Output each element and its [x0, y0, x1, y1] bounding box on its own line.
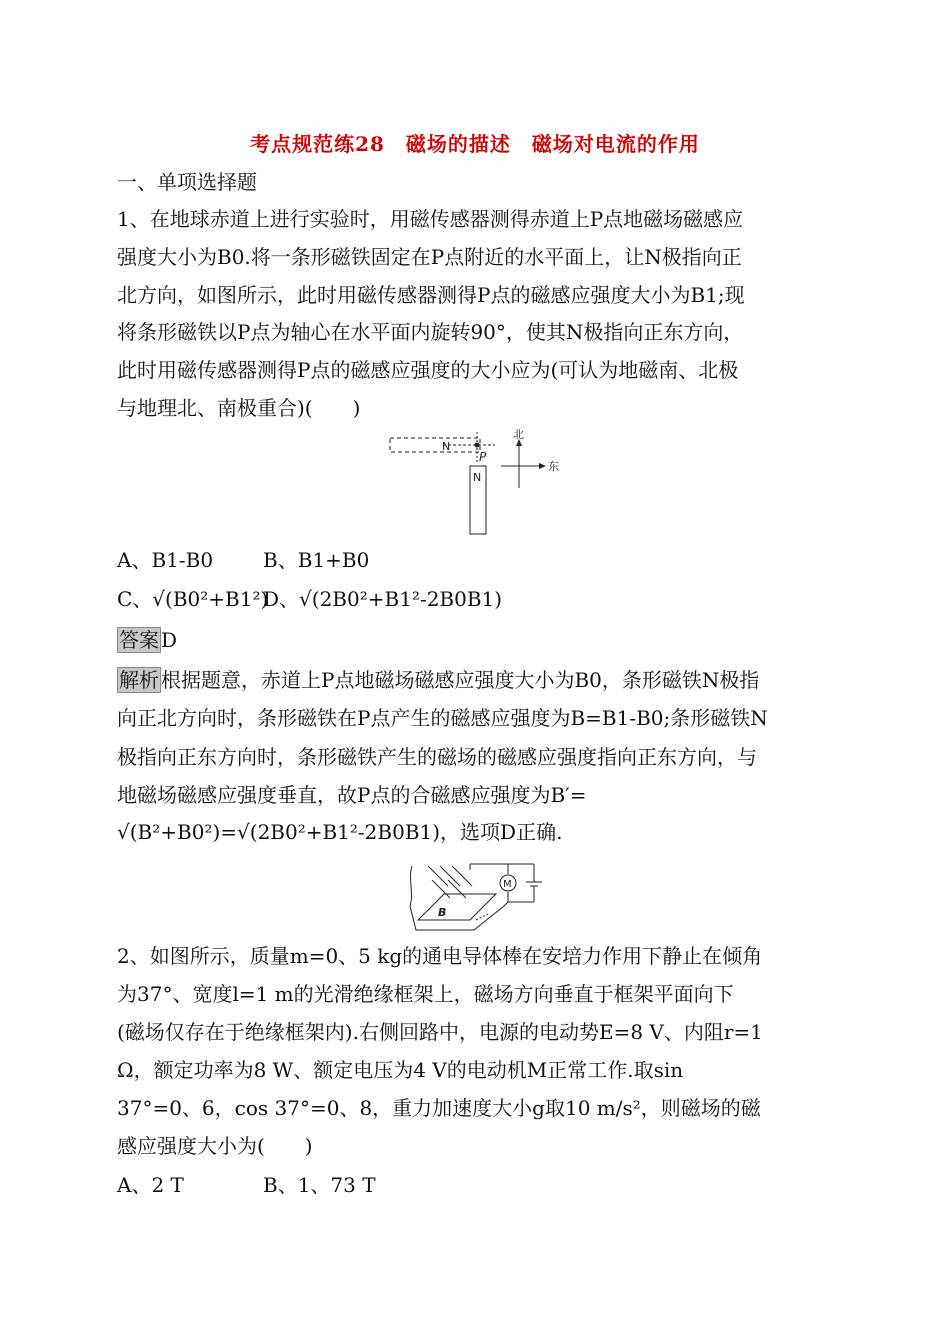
analysis-line-2: 向正北方向时，条形磁铁在P点产生的磁感应强度为B=B1-B0;条形磁铁N [117, 706, 768, 730]
analysis-line-5: √(B²+B0²)=√(2B0²+B1²-2B0B1)，选项D正确. [117, 820, 563, 844]
point-p-label: P [479, 450, 487, 464]
answer-tag: 答案 [119, 628, 159, 652]
q2-line-1: 2、如图所示，质量m=0、5 kg的通电导体棒在安培力作用下静止在倾角 [117, 944, 763, 968]
analysis-line-1: 根据题意，赤道上P点地磁场磁感应强度大小为B0，条形磁铁N极指 [161, 668, 760, 692]
answer-value: D [161, 628, 178, 652]
q1-option-c: C、√(B0²+B1²) [117, 587, 269, 611]
rotated-magnet-outline [390, 438, 480, 452]
q2-line-2: 为37°、宽度l=1 m的光滑绝缘框架上，磁场方向垂直于框架平面向下 [117, 982, 734, 1006]
analysis-tag: 解析 [119, 668, 159, 692]
q2-line-6: 感应强度大小为( ) [117, 1134, 313, 1158]
q2-line-5: 37°=0、6，cos 37°=0、8，重力加速度大小g取10 m/s²，则磁场的磁 [117, 1096, 761, 1120]
page-title: 考点规范练28 磁场的描述 磁场对电流的作用 [250, 132, 700, 156]
q2-incline-figure [404, 858, 554, 938]
q2-line-4: Ω，额定功率为8 W、额定电压为4 V的电动机M正常工作.取sin [117, 1058, 684, 1082]
q1-option-b: B、B1+B0 [263, 548, 370, 572]
analysis-line-4: 地磁场磁感应强度垂直，故P点的合磁感应强度为B′= [117, 783, 587, 807]
q1-answer-row [117, 628, 177, 652]
q1-line-1: 1、在地球赤道上进行实验时，用磁传感器测得赤道上P点地磁场磁感应 [117, 207, 744, 231]
q2-option-a: A、2 T [117, 1173, 184, 1197]
q2-option-b: B、1、73 T [263, 1173, 376, 1197]
q1-line-4: 将条形磁铁以P点为轴心在水平面内旋转90°，使其N极指向正东方向， [117, 320, 744, 344]
field-label: B [438, 906, 447, 919]
section-heading: 一、单项选择题 [117, 170, 257, 194]
q1-magnet-figure [385, 428, 575, 538]
analysis-line-3: 极指向正东方向时，条形磁铁产生的磁场的磁感应强度指向正东方向，与 [117, 745, 757, 769]
q1-option-d: D、√(2B0²+B1²-2B0B1) [263, 587, 503, 611]
q2-line-3: (磁场仅存在于绝缘框架内).右侧回路中，电源的电动势E=8 V、内阻r=1 [117, 1020, 763, 1044]
q1-option-a: A、B1-B0 [117, 548, 214, 572]
q1-analysis-row [117, 668, 759, 692]
motor-label: M [503, 879, 512, 890]
north-label: 北 [513, 428, 524, 441]
bar-magnet-pole-label: N [473, 471, 482, 484]
q1-line-3: 北方向，如图所示，此时用磁传感器测得P点的磁感应强度大小为B1;现 [117, 283, 745, 307]
rotated-magnet-pole-label: N [442, 440, 451, 453]
q1-line-5: 此时用磁传感器测得P点的磁感应强度的大小应为(可认为地磁南、北极 [117, 358, 739, 382]
q1-line-6: 与地理北、南极重合)( ) [117, 396, 361, 420]
east-label: 东 [548, 460, 559, 473]
q1-line-2: 强度大小为B0.将一条形磁铁固定在P点附近的水平面上，让N极指向正 [117, 245, 742, 269]
